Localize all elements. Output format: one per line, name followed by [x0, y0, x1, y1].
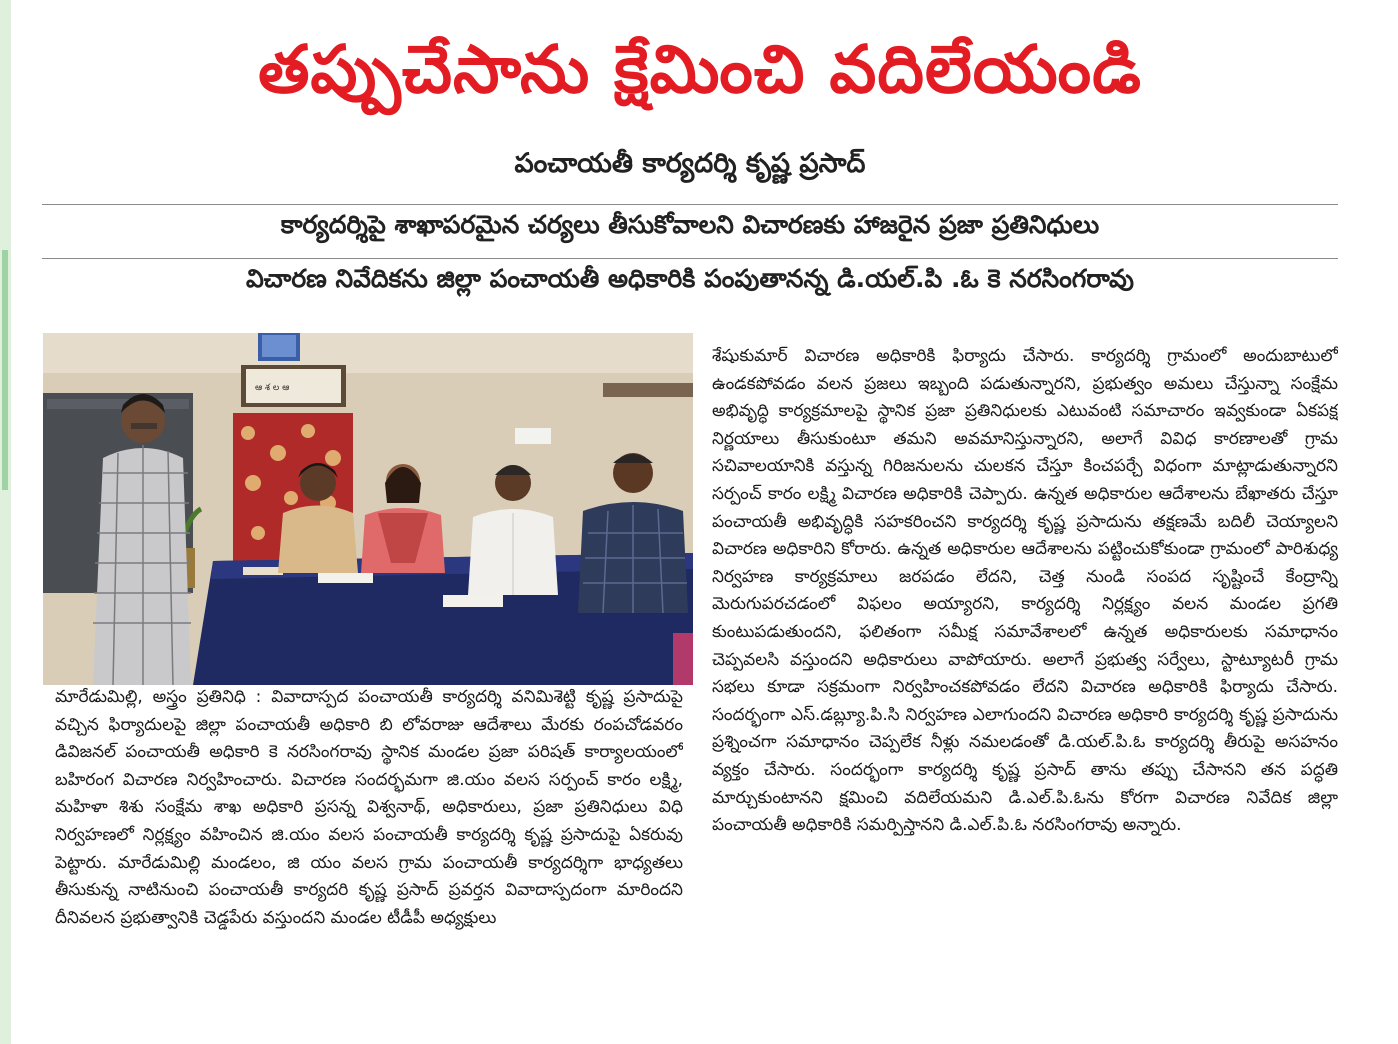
subheadline-1: కార్యదర్శిపై శాఖాపరమైన చర్యలు తీసుకోవాలని విచారణకు హాజరైన ప్రజా ప్రతినిధులు — [280, 210, 1100, 239]
photo-board-text: ఆ శ ల ఆ — [255, 383, 290, 393]
news-photo — [43, 333, 693, 685]
body-left-text: మారేడుమిల్లి, అస్త్రం ప్రతినిధి : వివాదాస్పద పంచాయతీ కార్యదర్శి వనిమిశెట్టి కృష్ణ ప్రసాదుపై వచ్చిన ఫిర్యాదులపై జిల్లా పంచాయతీ అధికారి బి లోవరాజు ఆదేశాలు మేరకు రంపచోడవరం డివిజనల్ పంచాయతీ అధికారి కె నరసింగరావు స్థానిక మండల ప్రజా పరిషత్ కార్యాలయంలో బహిరంగ విచారణ నిర్వహించారు. విచారణ సందర్భమగా జి.యం వలస సర్పంచ్ కారం లక్ష్మి, మహిళా శిశు సంక్షేమ శాఖ అధికారి ప్రసన్న విశ్వనాథ్, అధికారులు, ప్రజా ప్రతినిధులు విధి నిర్వహణలో నిర్లక్ష్యం వహించిన జి.యం వలస పంచాయతీ కార్యదర్శి కృష్ణ ప్రసాదుపై ఏకరువు పెట్టారు. మారేడుమిల్లి మండలం, జి యం వలస గ్రామ పంచాయతీ కార్యదర్శిగా భాధ్యతలు తీసుకున్న నాటినుంచి పంచాయతీ కార్యదరి కృష్ణ ప్రసాద్ ప్రవర్తన వివాదాస్పదంగా మారిందని దీనివలన ప్రభుత్వానికి చెడ్డపేరు వస్తుందని మండల టీడీపీ అధ్యక్షులు — [55, 687, 683, 928]
article-body-left — [55, 684, 683, 1034]
page-edge-strip — [0, 0, 11, 1044]
meeting-photo-illustration — [43, 333, 693, 685]
subheadline-2: విచారణ నివేదికను జిల్లా పంచాయతీ అధికారికి పంపుతానన్న డి.యల్.పి .ఓ కె నరసింగరావు — [246, 264, 1134, 293]
headline: తప్పుచేసాను క్షేమించి వదిలేయండి — [258, 31, 1142, 108]
article-body-right — [712, 343, 1338, 1033]
rule-top — [42, 204, 1338, 205]
body-right-text: శేషుకుమార్ విచారణ అధికారికి ఫిర్యాదు చేసారు. కార్యదర్శి గ్రామంలో అందుబాటులో ఉండకపోవడం వలన ప్రజలు ఇబ్బంది పడుతున్నారని, ప్రభుత్వం అమలు చేస్తున్నా సంక్షేమ అభివృద్ధి కార్యక్రమాలపై స్థానిక ప్రజా ప్రతినిధులకు ఎటువంటి సమాచారం ఇవ్వకుండా ఏకపక్ష నిర్ణయాలు తీసుకుంటూ తమని అవమానిస్తున్నారని, అలాగే వివిధ కారణాలతో గ్రామ సచివాలయానికి వస్తున్న గిరిజనులను చులకన చేస్తూ కించపర్చే విధంగా మాట్లాడుతున్నారని సర్పంచ్ కారం లక్ష్మి విచారణ అధికారికి చెప్పారు. ఉన్నత అధికారుల ఆదేశాలను బేఖాతరు చేస్తూ పంచాయతీ అభివృద్ధికి సహకరించని కార్యదర్శి కృష్ణ ప్రసాదును తక్షణమే బదిలీ చెయ్యాలని విచారణ అధికారిని కోరారు. ఉన్నత అధికారుల ఆదేశాలను పట్టించుకోకుండా గ్రామంలో పారిశుధ్య నిర్వహణ కార్యక్రమాలు జరపడం లేదని, చెత్త నుండి సంపద సృష్టించే కేంద్రాన్ని మెరుగుపరచడంలో విఫలం అయ్యారని, కార్యదర్శి నిర్లక్ష్యం వలన మండల ప్రగతి కుంటుపడుతుందని, ఫలితంగా సమీక్ష సమావేశాలలో ఉన్నత అధికారులకు సమాధానం చెప్పవలసి వస్తుందని అధికారులు వాపోయారు. అలాగే ప్రభుత్వ సర్వేలు, స్టాట్యూటరీ గ్రామ సభలు కూడా సక్రమంగా నిర్వహించకపోవడం లేదని విచారణ అధికారికి ఫిర్యాదు చేసారు. సందర్భంగా ఎస్.డబ్ల్యూ.పి.సి నిర్వహణ ఎలాగుందని విచారణ అధికారి కార్యదర్శి కృష్ణ ప్రసాదును ప్రశ్నించగా సమాధానం చెప్పలేక నీళ్లు నమలడంతో డి.యల్.పి.ఓ కార్యదర్శి తీరుపై అసహనం వ్యక్తం చేసారు. సందర్భంగా కార్యదర్శి కృష్ణ ప్రసాద్ తాను తప్పు చేసానని తన పద్ధతి మార్చుకుంటానని క్షమించి వదిలేయమని డి.ఎల్.పి.ఓను కోరగా విచారణ నివేదిక జిల్లా పంచాయతీ అధికారికి సమర్పిస్తానని డి.ఎల్.పి.ఓ నరసింగరావు అన్నారు. — [712, 346, 1338, 836]
rule-middle — [42, 258, 1338, 259]
page-edge-mark — [2, 250, 8, 490]
byline: పంచాయతీ కార్యదర్శి కృష్ణ ప్రసాద్ — [514, 148, 866, 179]
